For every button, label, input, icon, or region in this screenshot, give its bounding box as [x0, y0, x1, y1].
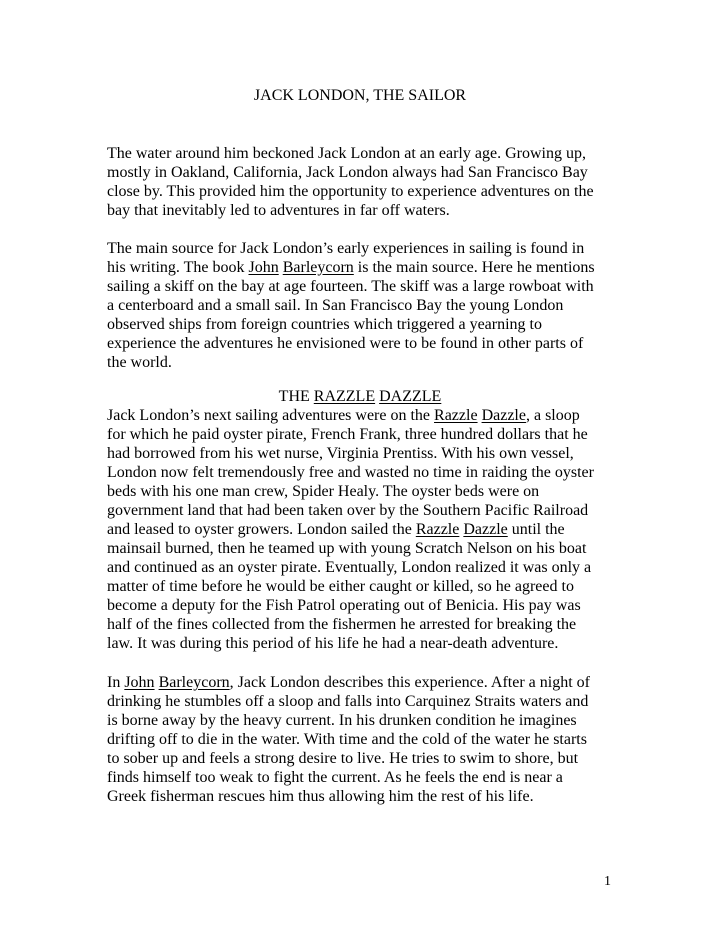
- text-line: half of the fines collected from the fishermen he arrested for breaking the: [107, 616, 577, 633]
- text-line: mainsail burned, then he teamed up with young Scratch Nelson on his boat: [107, 540, 587, 557]
- text-line: [107, 673, 627, 692]
- text-line: The water around him beckoned Jack London at an early age. Growing up,: [107, 145, 586, 162]
- text-line: finds himself too weak to fight the current. As he feels the end is near a: [107, 769, 563, 786]
- text-line: the world.: [107, 354, 172, 371]
- page-number: 1: [604, 874, 611, 889]
- boat-name-dazzle: Dazzle: [481, 407, 526, 424]
- text-line: law. It was during this period of his life he had a near-death adventure.: [107, 635, 559, 652]
- text-segment: until the: [507, 521, 565, 538]
- boat-name-razzle: Razzle: [434, 407, 478, 424]
- text-line: for which he paid oyster pirate, French Frank, three hundred dollars that he: [107, 426, 588, 443]
- boat-name-razzle: Razzle: [415, 521, 460, 538]
- text-line: beds with his one man crew, Spider Healy. The oyster beds were on: [107, 483, 540, 500]
- text-line: London now felt tremendously free and wasted no time in raiding the oyster: [107, 464, 594, 481]
- text-line: [107, 520, 627, 539]
- text-line: had borrowed from his wet nurse, Virginia Prentiss. With his own vessel,: [107, 445, 574, 462]
- text-segment: , Jack London describes this experience. After a night of: [229, 674, 590, 691]
- boat-name-dazzle: Dazzle: [463, 521, 508, 538]
- text-line: drifting off to die in the water. With time and the cold of the water he starts: [107, 731, 587, 748]
- text-segment: and leased to oyster growers. London sailed the: [107, 521, 416, 538]
- text-line: experience the adventures he envisioned were to be found in other parts of: [107, 335, 584, 352]
- text-line: a centerboard and a small sail. In San Francisco Bay the young London: [107, 297, 564, 314]
- heading-razzle: RAZZLE: [313, 388, 376, 405]
- text-line: sailing a skiff on the bay at age fourteen. The skiff was a large rowboat with: [107, 278, 594, 295]
- text-line: bay that inevitably led to adventures in far off waters.: [107, 202, 450, 219]
- text-segment: is the main source. Here he mentions: [353, 259, 595, 276]
- text-line: [107, 406, 627, 425]
- text-line: observed ships from foreign countries which triggered a yearning to: [107, 316, 542, 333]
- text-line: mostly in Oakland, California, Jack London always had San Francisco Bay: [107, 164, 588, 181]
- paragraph-2: [107, 239, 627, 372]
- text-line: government land that had been taken over by the Southern Pacific Railroad: [107, 502, 589, 519]
- document-title: JACK LONDON, THE SAILOR: [253, 87, 467, 104]
- book-title-barleycorn: Barleycorn: [282, 259, 354, 276]
- heading-dazzle: DAZZLE: [379, 388, 442, 405]
- book-title-john: John: [124, 674, 155, 691]
- text-line: The main source for Jack London’s early experiences in sailing is found in: [107, 240, 585, 257]
- text-line: close by. This provided him the opportunity to experience adventures on the: [107, 183, 594, 200]
- text-line: matter of time before he would be either caught or killed, so he agreed to: [107, 578, 574, 595]
- text-line: become a deputy for the Fish Patrol operating out of Benicia. His pay was: [107, 597, 581, 614]
- text-line: is borne away by the heavy current. In his drunken condition he imagines: [107, 712, 577, 729]
- heading-prefix: THE: [278, 388, 314, 405]
- text-line: and continued as an oyster pirate. Eventually, London realized it was only a: [107, 559, 592, 576]
- text-line: drinking he stumbles off a sloop and falls into Carquinez Straits waters and: [107, 693, 589, 710]
- text-line: [107, 258, 627, 277]
- text-segment: his writing. The book: [107, 259, 249, 276]
- text-line: Greek fisherman rescues him thus allowing him the rest of his life.: [107, 788, 534, 805]
- text-segment: , a sloop: [525, 407, 580, 424]
- book-title-john: John: [248, 259, 279, 276]
- section-heading: [0, 387, 720, 406]
- book-title-barleycorn: Barleycorn: [158, 674, 230, 691]
- text-segment: Jack London’s next sailing adventures were on the: [107, 407, 435, 424]
- paragraph-4: [107, 673, 627, 806]
- paragraph-3: [107, 406, 627, 653]
- paragraph-1: [107, 144, 627, 220]
- text-line: to sober up and feels a strong desire to live. He tries to swim to shore, but: [107, 750, 579, 767]
- text-segment: In: [107, 674, 125, 691]
